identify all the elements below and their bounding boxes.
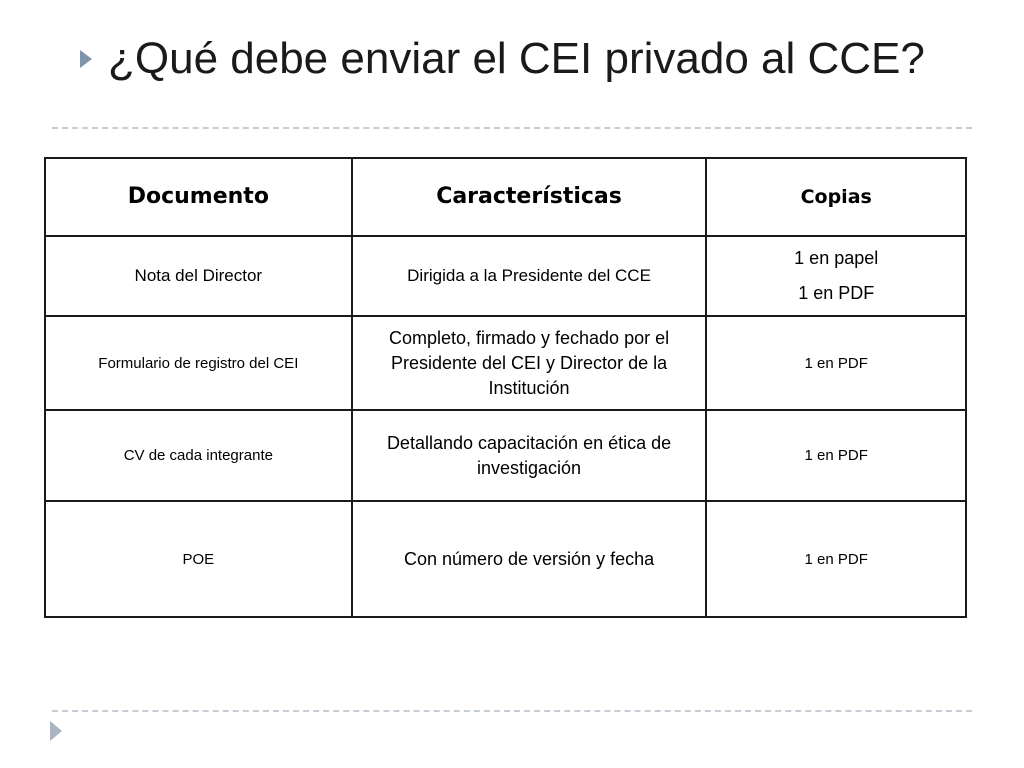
- cell-caracteristicas: Dirigida a la Presidente del CCE: [352, 236, 707, 316]
- cell-caracteristicas: Con número de versión y fecha: [352, 501, 707, 617]
- cell-copias: 1 en PDF: [706, 316, 966, 410]
- top-divider: [52, 127, 972, 129]
- bottom-divider: [52, 710, 972, 712]
- copias-line: 1 en PDF: [798, 283, 875, 304]
- slide-title: ¿Qué debe enviar el CEI privado al CCE?: [108, 34, 925, 83]
- header-documento: Documento: [45, 158, 352, 236]
- cell-documento: Nota del Director: [45, 236, 352, 316]
- header-caracteristicas: Características: [352, 158, 707, 236]
- table-row: [45, 316, 966, 410]
- table-row: [45, 410, 966, 501]
- table-header-row: [45, 158, 966, 236]
- slide-title-row: [80, 34, 925, 84]
- copias-line: 1 en papel: [794, 248, 879, 268]
- header-copias: Copias: [706, 158, 966, 236]
- cell-documento: Formulario de registro del CEI: [45, 316, 352, 410]
- cell-caracteristicas: Completo, firmado y fechado por el Presidente del CEI y Director de la Institución: [352, 316, 707, 410]
- documents-table: [44, 157, 967, 618]
- cell-copias: 1 en PDF: [706, 410, 966, 501]
- cell-caracteristicas: Detallando capacitación en ética de investigación: [352, 410, 707, 501]
- triangle-right-icon: [50, 721, 62, 741]
- cell-documento: POE: [45, 501, 352, 617]
- cell-copias: [706, 236, 966, 316]
- table-row: [45, 501, 966, 617]
- cell-documento: CV de cada integrante: [45, 410, 352, 501]
- triangle-bullet-icon: [80, 50, 92, 68]
- table-row: [45, 236, 966, 316]
- cell-copias: 1 en PDF: [706, 501, 966, 617]
